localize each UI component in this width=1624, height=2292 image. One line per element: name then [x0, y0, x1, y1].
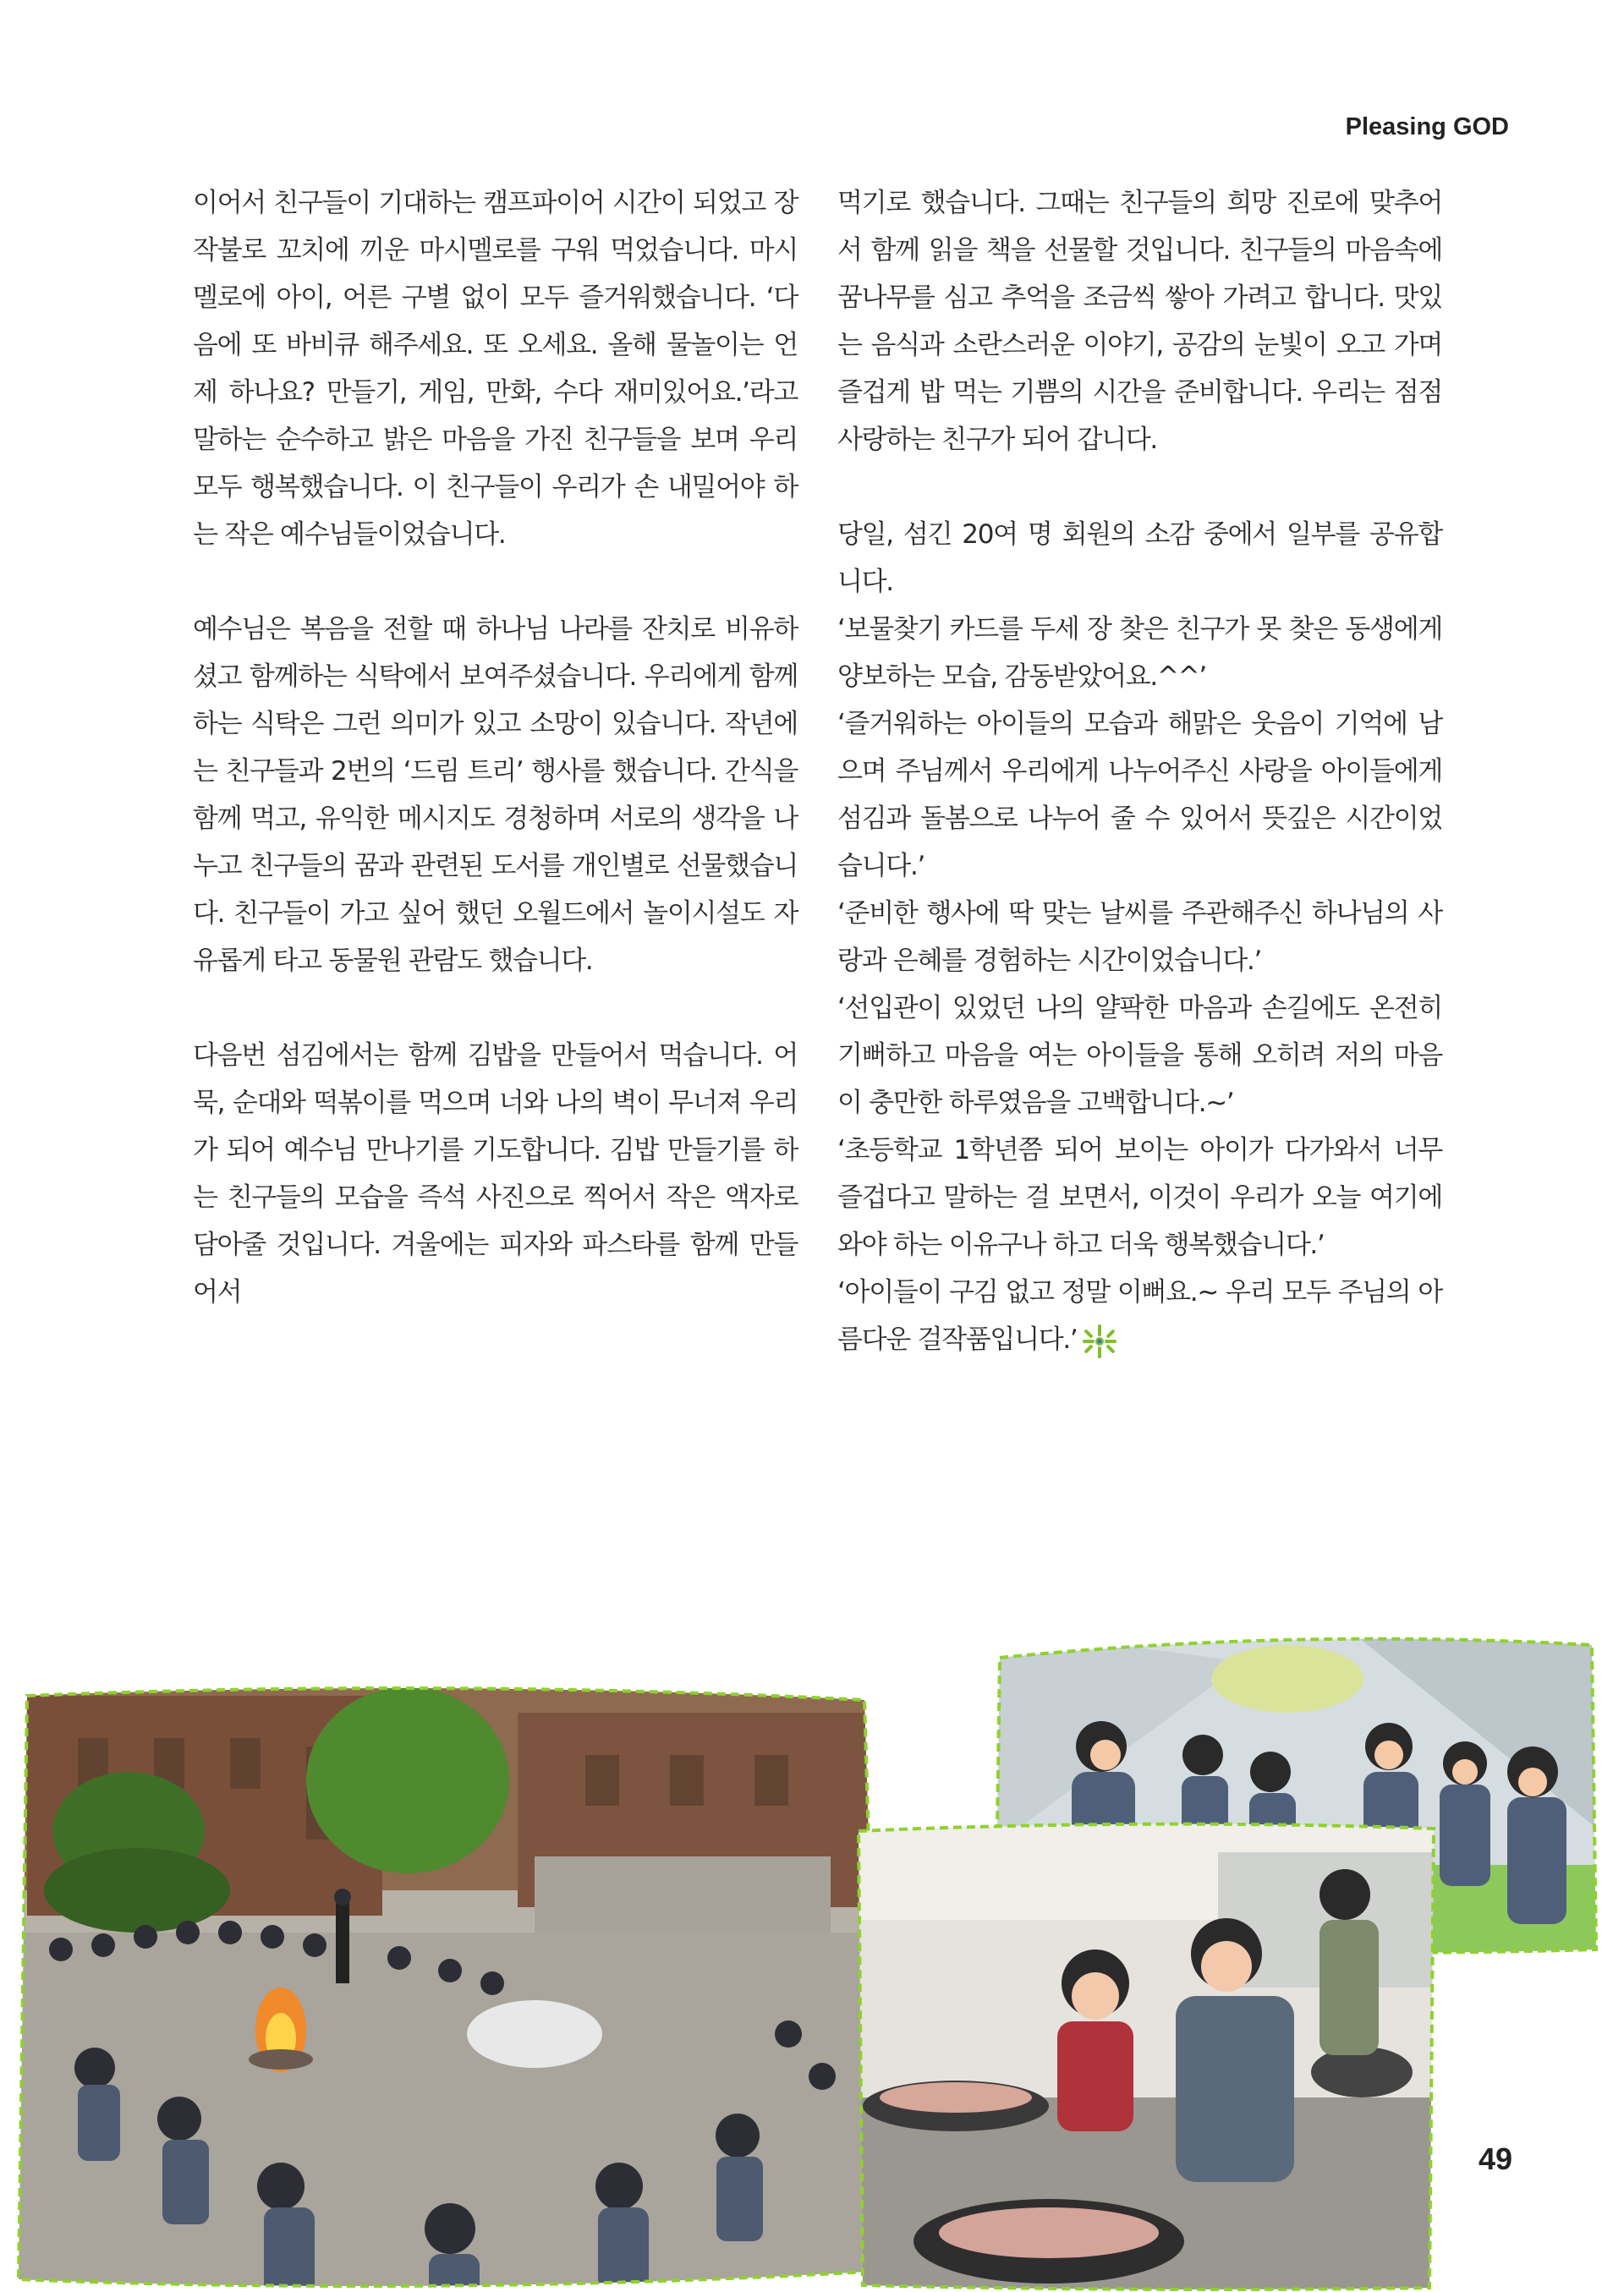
body-paragraph: 먹기로 했습니다. 그때는 친구들의 희망 진로에 맞추어서 함께 읽을 책을 선물할 것입니다. 친구들의 마음속에 꿈나무를 심고 추억을 조금씩 쌓아 가려고 합니다. 맛있는 음식과 소란스러운 이야기, 공감의 눈빛이 오고 가며 즐겁게 밥 먹는 기쁨의 시간을 준비합니다. 우리는 점점 사랑하는 친구가 되어 갑니다. — [837, 188, 1442, 455]
body-paragraph: 예수님은 복음을 전할 때 하나님 나라를 잔치로 비유하셨고 함께하는 식탁에서 보여주셨습니다. 우리에게 함께하는 식탁은 그런 의미가 있고 소망이 있습니다. 작년에는 친구들과 2번의 ‘드림 트리’ 행사를 했습니다. 간식을 함께 먹고, 유익한 메시지도 경청하며 서로의 생각을 나누고 친구들의 꿈과 관련된 도서를 개인별로 선물했습니다. 친구들이 가고 싶어 했던 오월드에서 놀이시설도 자유롭게 타고 동물원 관람도 했습니다. — [193, 614, 798, 976]
member-quote: ‘즐거워하는 아이들의 모습과 해맑은 웃음이 기억에 남으며 주님께서 우리에게 나누어주신 사랑을 아이들에게 섬김과 돌봄으로 나누어 줄 수 있어서 뜻깊은 시간이었습니다.’ — [837, 709, 1442, 881]
left-text-column — [193, 179, 798, 1316]
member-quote: ‘준비한 행사에 딱 맞는 날씨를 주관해주신 하나님의 사랑과 은혜를 경험하는 시간이었습니다.’ — [837, 898, 1442, 976]
member-quote: ‘초등학교 1학년쯤 되어 보이는 아이가 다가와서 너무 즐겁다고 말하는 걸 보면서, 이것이 우리가 오늘 여기에 와야 하는 이유구나 하고 더욱 행복했습니다.’ — [837, 1135, 1442, 1260]
right-text-column — [837, 179, 1442, 1363]
body-paragraph: 다음번 섬김에서는 함께 김밥을 만들어서 먹습니다. 어묵, 순대와 떡볶이를 먹으며 너와 나의 벽이 무너져 우리가 되어 예수님 만나기를 기도합니다. 김밥 만들기를 하는 친구들의 모습을 즉석 사진으로 찍어서 작은 액자로 담아줄 것입니다. 겨울에는 피자와 파스타를 함께 만들어서 — [193, 1040, 798, 1308]
body-paragraph: 이어서 친구들이 기대하는 캠프파이어 시간이 되었고 장작불로 꼬치에 끼운 마시멜로를 구워 먹었습니다. 마시멜로에 아이, 어른 구별 없이 모두 즐거워했습니다. ‘다음에 또 바비큐 해주세요. 또 오세요. 올해 물놀이는 언제 하나요? 만들기, 게임, 만화, 수다 재미있어요.’라고 말하는 순수하고 밝은 마음을 가진 친구들을 보며 우리 모두 행복했습니다. 이 친구들이 우리가 손 내밀어야 하는 작은 예수님들이었습니다. — [193, 188, 798, 550]
page-number: 49 — [1479, 2141, 1513, 2176]
member-quote-last — [837, 1269, 1442, 1363]
member-quote-text: ‘아이들이 구김 없고 정말 이뻐요.~ 우리 모두 주님의 아름다운 걸작품입니다.’ — [837, 1277, 1442, 1355]
member-quote: ‘선입관이 있었던 나의 얄팍한 마음과 손길에도 온전히 기뻐하고 마음을 여는 아이들을 통해 오히려 저의 마음이 충만한 하루였음을 고백합니다.~’ — [837, 993, 1442, 1118]
running-header: Pleasing GOD — [1345, 113, 1509, 140]
campfire-photo — [10, 1679, 881, 2292]
share-intro: 당일, 섬긴 20여 명 회원의 소감 중에서 일부를 공유합니다. — [837, 519, 1442, 597]
member-quote: ‘보물찾기 카드를 두세 장 찾은 친구가 못 찾은 동생에게 양보하는 모습, 감동받았어요.^^’ — [837, 614, 1442, 692]
flower-ornament-icon — [1080, 1322, 1119, 1361]
cooking-photo — [854, 1818, 1438, 2292]
